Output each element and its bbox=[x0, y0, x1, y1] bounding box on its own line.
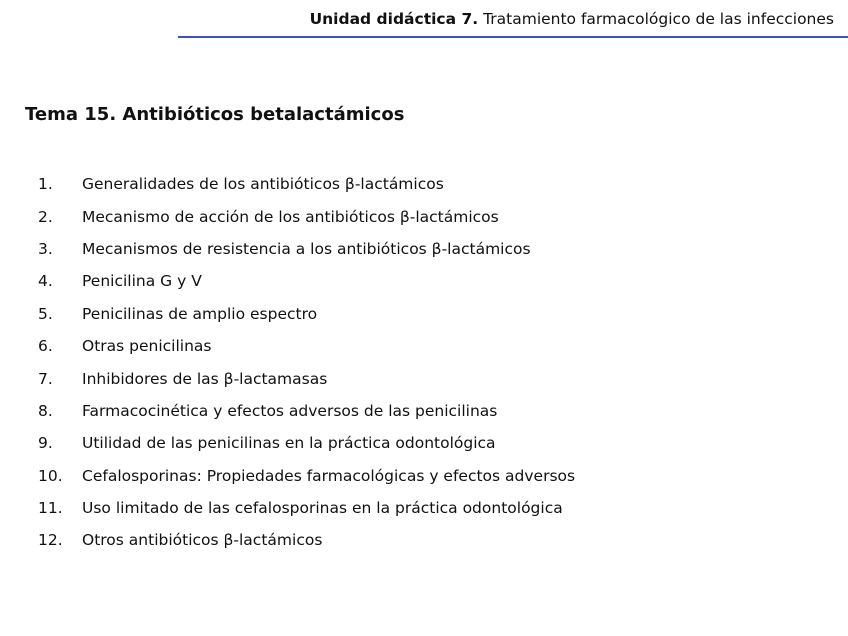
list-item bbox=[38, 200, 575, 232]
list-item bbox=[38, 298, 575, 330]
item-text: Uso limitado de las cefalosporinas en la práctica odontológica bbox=[82, 499, 563, 518]
list-item bbox=[38, 460, 575, 492]
header-divider bbox=[178, 36, 848, 38]
item-text: Otras penicilinas bbox=[82, 337, 212, 356]
unit-title: Tratamiento farmacológico de las infecciones bbox=[483, 10, 834, 28]
unit-label: Unidad didáctica 7. bbox=[309, 10, 479, 28]
item-number: 6. bbox=[38, 337, 53, 356]
list-item bbox=[38, 233, 575, 265]
item-number: 1. bbox=[38, 175, 53, 194]
list-item bbox=[38, 427, 575, 459]
item-number: 2. bbox=[38, 207, 53, 226]
item-text: Penicilinas de amplio espectro bbox=[82, 304, 318, 323]
list-item bbox=[38, 330, 575, 362]
list-item bbox=[38, 265, 575, 297]
item-number: 8. bbox=[38, 401, 53, 420]
item-text: Mecanismo de acción de los antibióticos β-lactámicos bbox=[82, 207, 499, 226]
page-header bbox=[310, 10, 834, 28]
list-item bbox=[38, 524, 575, 556]
item-text: Utilidad de las penicilinas en la práctica odontológica bbox=[82, 434, 496, 453]
item-number: 12. bbox=[38, 531, 63, 550]
item-text: Inhibidores de las β-lactamasas bbox=[82, 369, 328, 388]
item-text: Otros antibióticos β-lactámicos bbox=[82, 531, 323, 550]
item-text: Generalidades de los antibióticos β-lactámicos bbox=[82, 175, 444, 194]
item-text: Mecanismos de resistencia a los antibióticos β-lactámicos bbox=[82, 239, 531, 258]
item-number: 3. bbox=[38, 239, 53, 258]
item-text: Farmacocinética y efectos adversos de las penicilinas bbox=[82, 401, 498, 420]
list-item bbox=[38, 168, 575, 200]
item-number: 4. bbox=[38, 272, 53, 291]
item-number: 9. bbox=[38, 434, 53, 453]
item-number: 10. bbox=[38, 466, 63, 485]
item-number: 11. bbox=[38, 499, 63, 518]
topic-outline-list bbox=[38, 168, 575, 557]
list-item bbox=[38, 362, 575, 394]
item-text: Cefalosporinas: Propiedades farmacológicas y efectos adversos bbox=[82, 466, 576, 485]
item-number: 7. bbox=[38, 369, 53, 388]
list-item bbox=[38, 395, 575, 427]
item-text: Penicilina G y V bbox=[82, 272, 202, 291]
list-item bbox=[38, 492, 575, 524]
item-number: 5. bbox=[38, 304, 53, 323]
topic-title: Tema 15. Antibióticos betalactámicos bbox=[25, 104, 405, 125]
